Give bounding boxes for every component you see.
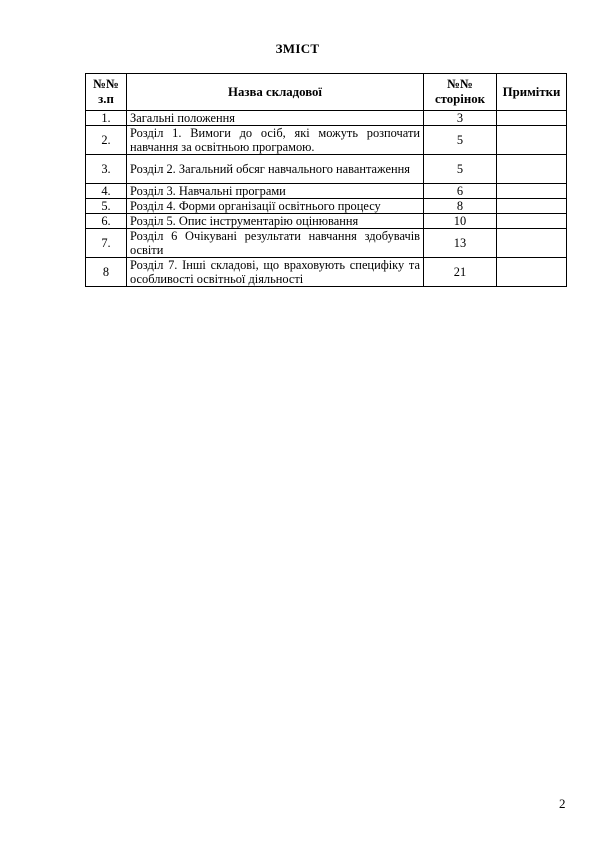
row-number: 6. bbox=[86, 214, 127, 229]
row-page: 8 bbox=[424, 199, 497, 214]
header-number bbox=[86, 74, 127, 111]
row-number: 2. bbox=[86, 126, 127, 155]
header-pages bbox=[424, 74, 497, 111]
header-name bbox=[127, 74, 424, 111]
row-page: 13 bbox=[424, 229, 497, 258]
row-page: 5 bbox=[424, 155, 497, 184]
table-row bbox=[86, 111, 567, 126]
row-name: Розділ 1. Вимоги до осіб, які можуть розпочати навчання за освітньою програмою. bbox=[127, 126, 424, 155]
header-name-label: Назва складової bbox=[228, 84, 322, 99]
row-name: Розділ 3. Навчальні програми bbox=[127, 184, 424, 199]
row-number: 4. bbox=[86, 184, 127, 199]
row-page: 10 bbox=[424, 214, 497, 229]
row-notes bbox=[497, 214, 567, 229]
row-name: Загальні положення bbox=[127, 111, 424, 126]
header-notes-label: Примітки bbox=[502, 84, 561, 99]
page-number: 2 bbox=[559, 796, 566, 811]
header-notes bbox=[497, 74, 567, 111]
row-name: Розділ 7. Інші складові, що враховують специфіку та особливості освітньої діяльності bbox=[127, 258, 424, 287]
table-row bbox=[86, 184, 567, 199]
header-number-label: №№ з.п bbox=[93, 77, 119, 106]
row-name: Розділ 5. Опис інструментарію оцінювання bbox=[127, 214, 424, 229]
row-name: Розділ 4. Форми організації освітнього процесу bbox=[127, 199, 424, 214]
table-row bbox=[86, 229, 567, 258]
table-row bbox=[86, 126, 567, 155]
table-row bbox=[86, 199, 567, 214]
table-row bbox=[86, 155, 567, 184]
document-title: ЗМІСТ bbox=[275, 41, 320, 56]
row-notes bbox=[497, 199, 567, 214]
row-number: 5. bbox=[86, 199, 127, 214]
table-row bbox=[86, 214, 567, 229]
row-name: Розділ 2. Загальний обсяг навчального навантаження bbox=[127, 155, 424, 184]
row-notes bbox=[497, 111, 567, 126]
row-notes bbox=[497, 155, 567, 184]
row-name: Розділ 6 Очікувані результати навчання здобувачів освіти bbox=[127, 229, 424, 258]
row-page: 3 bbox=[424, 111, 497, 126]
header-pages-label: №№ сторінок bbox=[434, 77, 485, 106]
table-of-contents bbox=[85, 73, 567, 287]
row-page: 6 bbox=[424, 184, 497, 199]
row-notes bbox=[497, 184, 567, 199]
row-number: 7. bbox=[86, 229, 127, 258]
table-header-row bbox=[86, 74, 567, 111]
row-number: 8 bbox=[86, 258, 127, 287]
row-page: 5 bbox=[424, 126, 497, 155]
row-notes bbox=[497, 258, 567, 287]
row-page: 21 bbox=[424, 258, 497, 287]
row-notes bbox=[497, 126, 567, 155]
row-number: 1. bbox=[86, 111, 127, 126]
row-number: 3. bbox=[86, 155, 127, 184]
table-row bbox=[86, 258, 567, 287]
row-notes bbox=[497, 229, 567, 258]
